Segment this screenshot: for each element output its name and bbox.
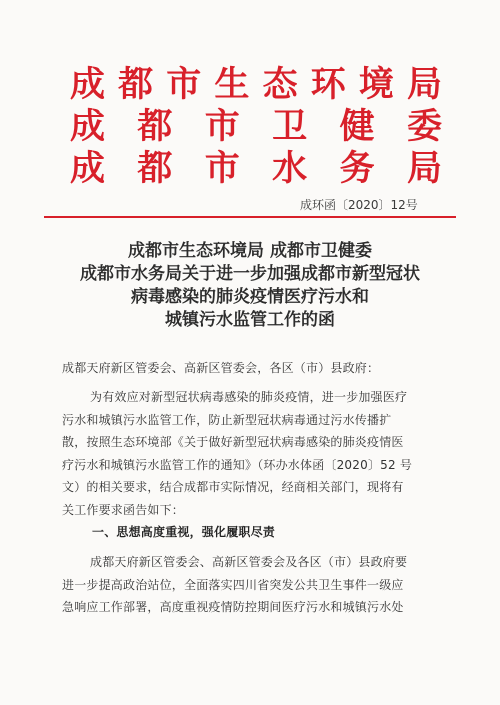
- issuer-line-1: [70, 64, 442, 106]
- issuer-char: 成: [70, 106, 106, 147]
- issuer-char: 卫: [272, 106, 308, 147]
- red-separator-rule: [44, 216, 456, 218]
- issuer-char: 健: [339, 106, 375, 147]
- issuer-char: 市: [204, 106, 240, 147]
- paragraph-line: 关工作要求函告如下：: [62, 502, 185, 517]
- paragraph-line: 急响应工作部署，高度重视疫情防控期间医疗污水和城镇污水处: [62, 600, 404, 615]
- title-line: 成都市生态环境局 成都市卫健委: [128, 241, 372, 261]
- body-paragraph-2: [62, 551, 450, 619]
- title-line: 成都市水务局关于进一步加强成都市新型冠状: [80, 264, 420, 284]
- issuer-char: 市: [166, 64, 202, 105]
- issuer-char: 市: [204, 148, 240, 189]
- issuer-char: 成: [70, 148, 106, 189]
- paragraph-line: 文）的相关要求，结合成都市实际情况，经商相关部门，现将有: [62, 480, 404, 495]
- paragraph-line: 为有效应对新型冠状病毒感染的肺炎疫情，进一步加强医疗: [90, 390, 408, 404]
- recipients-line: 成都天府新区管委会、高新区管委会，各区（市）县政府：: [62, 361, 380, 375]
- paragraph-line: 进一步提高政治站位，全面落实四川省突发公共卫生事件一级应: [62, 577, 404, 592]
- issuer-char: 成: [70, 64, 106, 105]
- document-title: [50, 240, 450, 332]
- title-line: 病毒感染的肺炎疫情医疗污水和: [131, 287, 369, 307]
- body-paragraph-1: [62, 386, 450, 522]
- section-heading: 一、思想高度重视，强化履职尽责: [92, 525, 276, 539]
- document-number: 成环函〔2020〕12号: [300, 198, 418, 212]
- issuer-char: 委: [406, 106, 442, 147]
- issuer-char: 局: [406, 148, 442, 189]
- issuer-char: 都: [118, 64, 154, 105]
- issuer-char: 生: [214, 64, 250, 105]
- issuer-char: 环: [310, 64, 346, 105]
- issuer-char: 局: [406, 64, 442, 105]
- issuer-line-2: [70, 106, 442, 148]
- title-line: 城镇污水监管工作的函: [165, 310, 335, 330]
- issuing-authorities: [70, 64, 442, 190]
- issuer-char: 都: [137, 106, 173, 147]
- issuer-char: 务: [339, 148, 375, 189]
- issuer-char: 水: [272, 148, 308, 189]
- paragraph-line: 成都天府新区管委会、高新区管委会及各区（市）县政府要: [90, 555, 408, 569]
- issuer-char: 都: [137, 148, 173, 189]
- paragraph-line: 污水和城镇污水监管工作，防止新型冠状病毒通过污水传播扩: [62, 412, 392, 427]
- issuer-char: 态: [262, 64, 298, 105]
- issuer-line-3: [70, 148, 442, 190]
- issuer-char: 境: [358, 64, 394, 105]
- paragraph-line: 散，按照生态环境部《关于做好新型冠状病毒感染的肺炎疫情医: [62, 435, 404, 450]
- paragraph-line: 疗污水和城镇污水监管工作的通知》（环办水体函〔2020〕52 号: [62, 457, 413, 472]
